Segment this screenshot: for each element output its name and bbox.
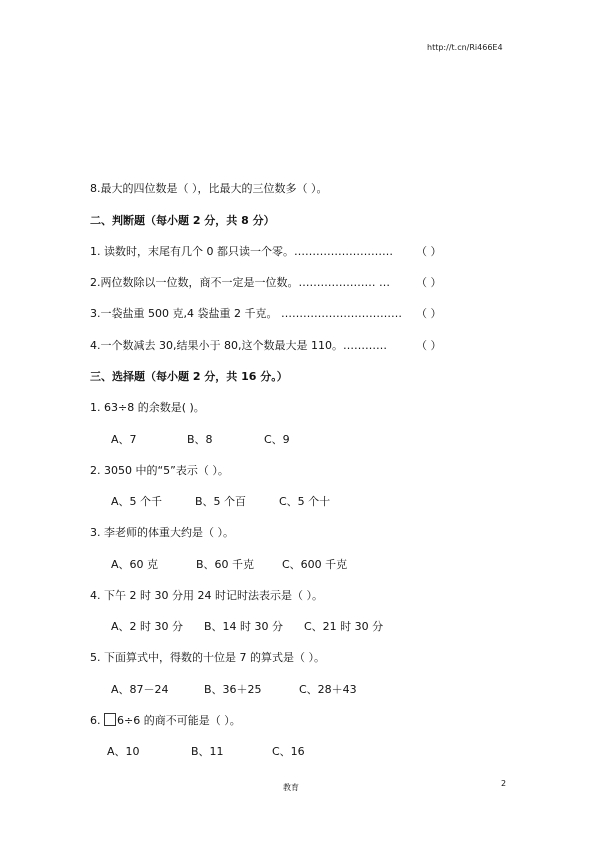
choice-5-option-a: A、87－24	[111, 683, 169, 696]
choice-question-6	[90, 712, 241, 728]
section-3-title: 三、选择题（每小题 2 分，共 16 分。）	[90, 370, 288, 383]
footer-label: 教育	[283, 783, 299, 792]
choice-2-option-b: B、5 个百	[195, 495, 247, 508]
choice-6-option-c: C、16	[272, 745, 305, 758]
judge-item-3-paren: （ ）	[416, 307, 442, 320]
judge-item-2: 2.两位数除以一位数，商不一定是一位数。………………… …	[90, 276, 390, 289]
choice-4-option-a: A、2 时 30 分	[111, 620, 184, 633]
choice-4-option-c: C、21 时 30 分	[304, 620, 384, 633]
choice-3-option-c: C、600 千克	[282, 558, 348, 571]
choice-1-option-a: A、7	[111, 433, 137, 446]
header-url: http://t.cn/Ri466E4	[427, 43, 503, 52]
choice-3-option-b: B、60 千克	[196, 558, 255, 571]
choice-question-4: 4. 下午 2 时 30 分用 24 时记时法表示是（ ）。	[90, 589, 323, 602]
choice-question-6-prefix: 6.	[90, 714, 104, 727]
choice-3-option-a: A、60 克	[111, 558, 159, 571]
judge-item-1-paren: （ ）	[416, 245, 442, 258]
choice-1-option-c: C、9	[264, 433, 290, 446]
choice-2-option-c: C、5 个十	[279, 495, 331, 508]
page-number: 2	[501, 779, 507, 788]
choice-question-5: 5. 下面算式中，得数的十位是 7 的算式是（ ）。	[90, 651, 325, 664]
question-8: 8.最大的四位数是（ ），比最大的三位数多（ ）。	[90, 182, 328, 195]
choice-5-option-c: C、28＋43	[299, 683, 357, 696]
choice-question-6-suffix: 6÷6 的商不可能是（ ）。	[117, 714, 241, 727]
judge-item-3: 3.一袋盐重 500 克,4 袋盐重 2 千克。 ……………………………	[90, 307, 402, 320]
choice-question-1: 1. 63÷8 的余数是( )。	[90, 401, 205, 414]
choice-6-option-b: B、11	[191, 745, 224, 758]
judge-item-4: 4.一个数减去 30,结果小于 80,这个数最大是 110。…………	[90, 339, 387, 352]
choice-4-option-b: B、14 时 30 分	[204, 620, 284, 633]
judge-item-2-paren: （ ）	[416, 276, 442, 289]
judge-item-4-paren: （ ）	[416, 339, 442, 352]
choice-2-option-a: A、5 个千	[111, 495, 163, 508]
section-2-title: 二、判断题（每小题 2 分，共 8 分）	[90, 214, 275, 227]
choice-6-option-a: A、10	[107, 745, 140, 758]
choice-question-3: 3. 李老师的体重大约是（ ）。	[90, 526, 234, 539]
choice-1-option-b: B、8	[187, 433, 213, 446]
choice-question-2: 2. 3050 中的“5”表示（ ）。	[90, 464, 229, 477]
choice-5-option-b: B、36＋25	[204, 683, 262, 696]
judge-item-1: 1. 读数时，末尾有几个 0 都只读一个零。………………………	[90, 245, 393, 258]
blank-box-icon	[104, 713, 116, 726]
